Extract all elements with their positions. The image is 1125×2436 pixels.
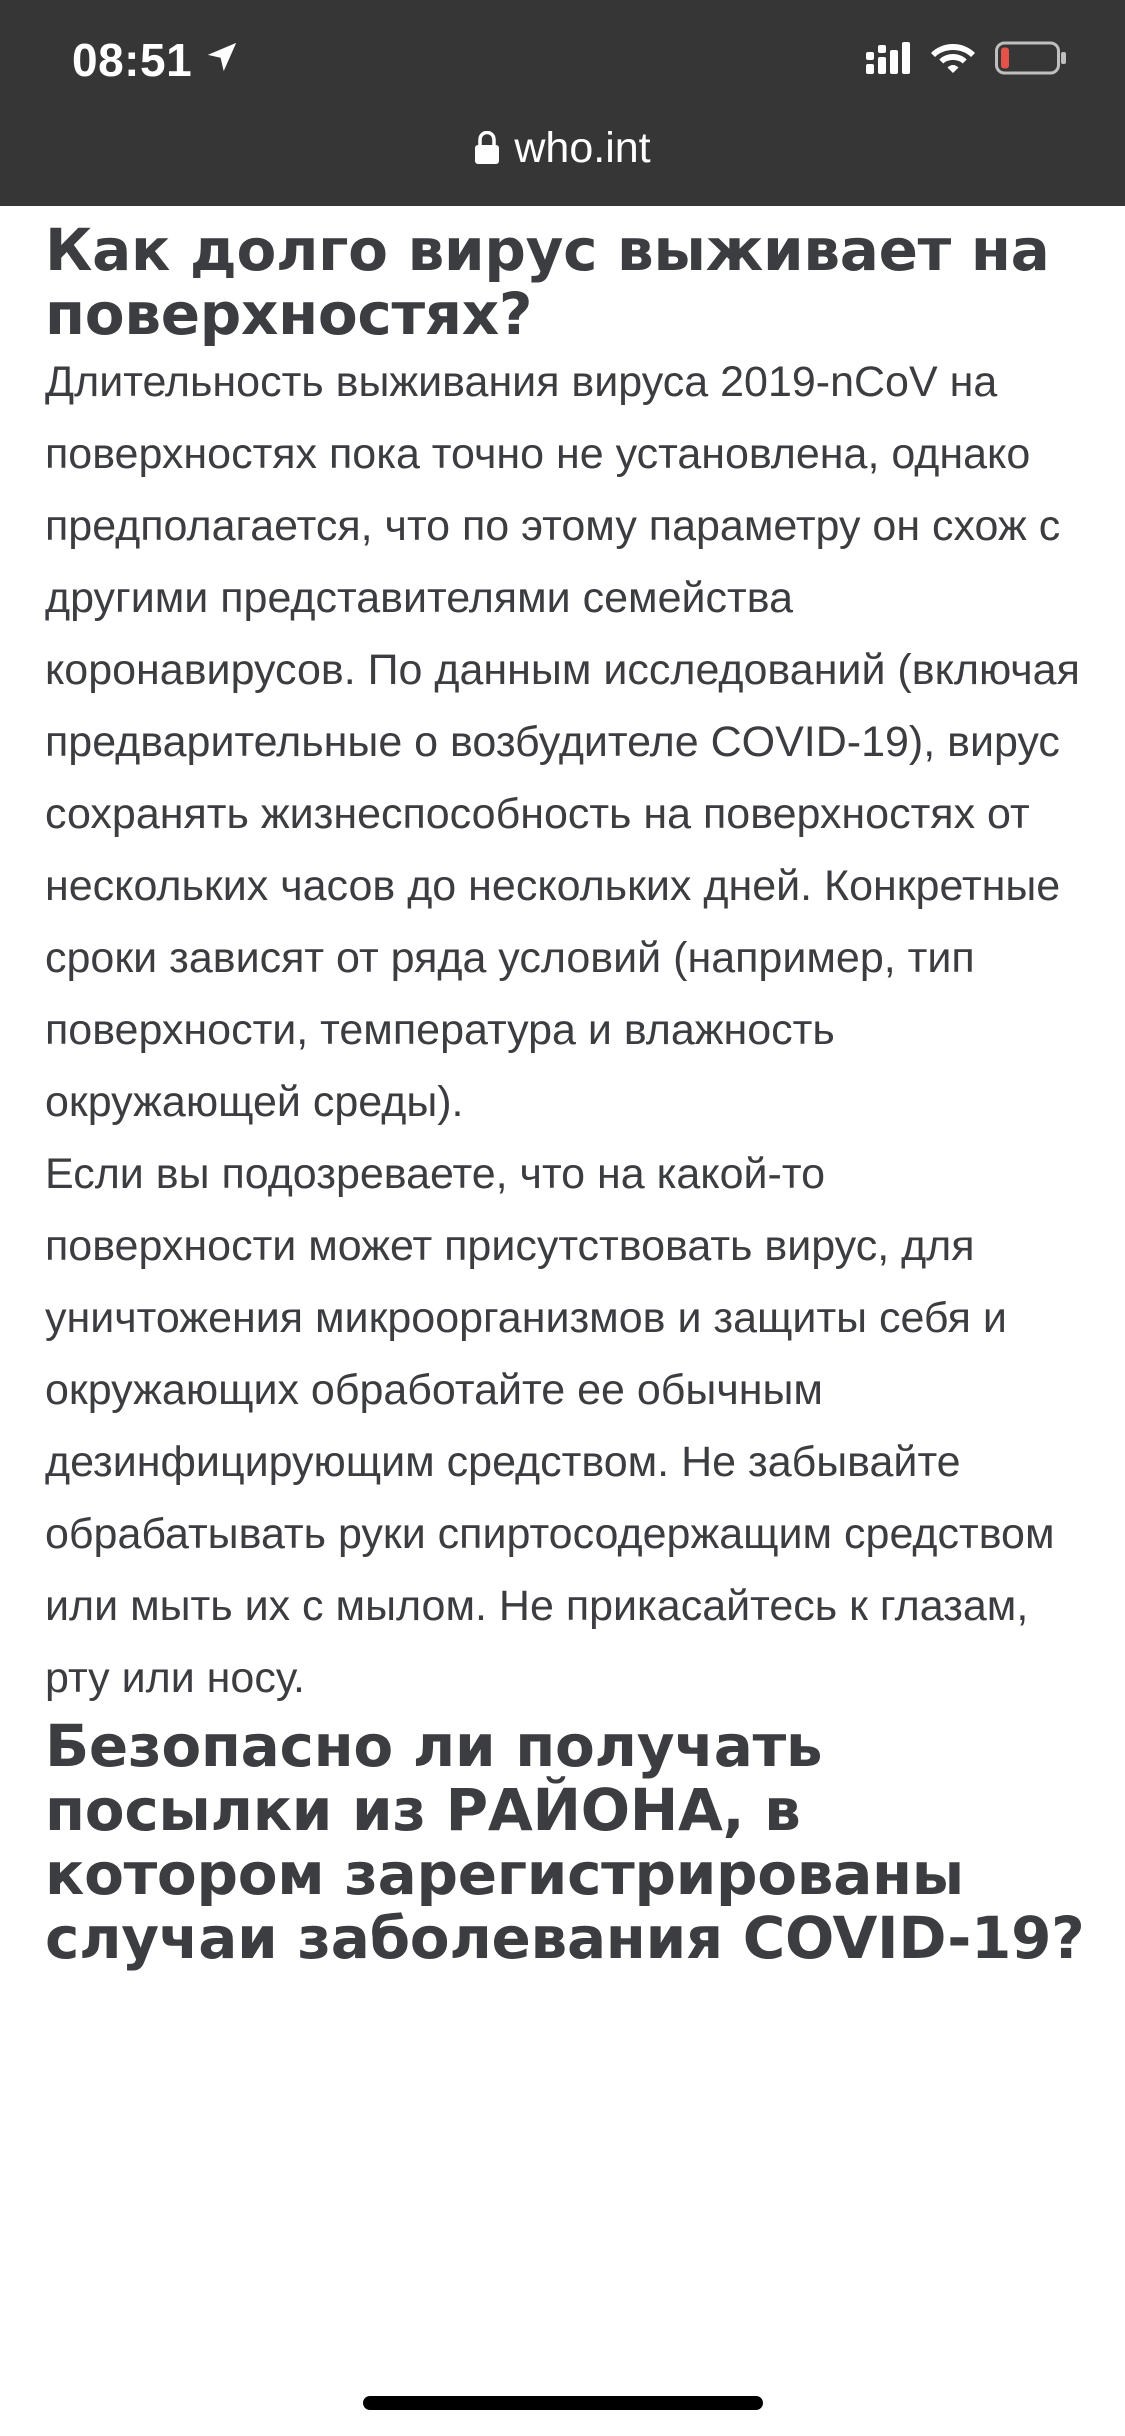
paragraph-survival-duration: Длительность выживания вируса 2019-nCoV на поверхностях пока точно не установлена, однако предполагается, что по этому параметру он схож с другими представителями семейства коронавирусов. По данным исследований (включая предварительные о возбудителе COVID-19), вирус сохранять жизнеспособность на поверхностях от нескольких часов до нескольких дней. Конкретные сроки зависят от ряда условий (например, тип поверхности, температура и влажность окружающей среды). bbox=[45, 358, 1080, 1126]
article-content bbox=[45, 218, 1085, 1970]
home-indicator[interactable] bbox=[363, 2396, 763, 2410]
address-bar[interactable] bbox=[0, 118, 1125, 178]
browser-header bbox=[0, 0, 1125, 206]
lock-icon bbox=[474, 131, 500, 165]
section-heading-surfaces: Как долго вирус выживает на поверхностях? bbox=[45, 216, 1050, 348]
battery-low-icon bbox=[995, 40, 1067, 76]
cellular-signal-icon bbox=[866, 42, 910, 74]
wifi-icon bbox=[930, 38, 976, 74]
location-arrow-icon bbox=[205, 40, 239, 74]
paragraph-disinfection-advice: Если вы подозреваете, что на какой-то поверхности может присутствовать вирус, для уничтожения микроорганизмов и защиты себя и окружающих обработайте ее обычным дезинфицирующим средством. Не забывайте обрабатывать руки спиртосодержащим средством или мыть их с мылом. Не прикасайтесь к глазам, рту или носу. bbox=[45, 1150, 1055, 1702]
status-time: 08:51 bbox=[72, 34, 193, 86]
section-heading-parcels: Безопасно ли получать посылки из РАЙОНА, в котором зарегистрированы случаи заболевания COVID-19? bbox=[45, 1712, 1085, 1972]
url-text: who.int bbox=[514, 124, 651, 172]
